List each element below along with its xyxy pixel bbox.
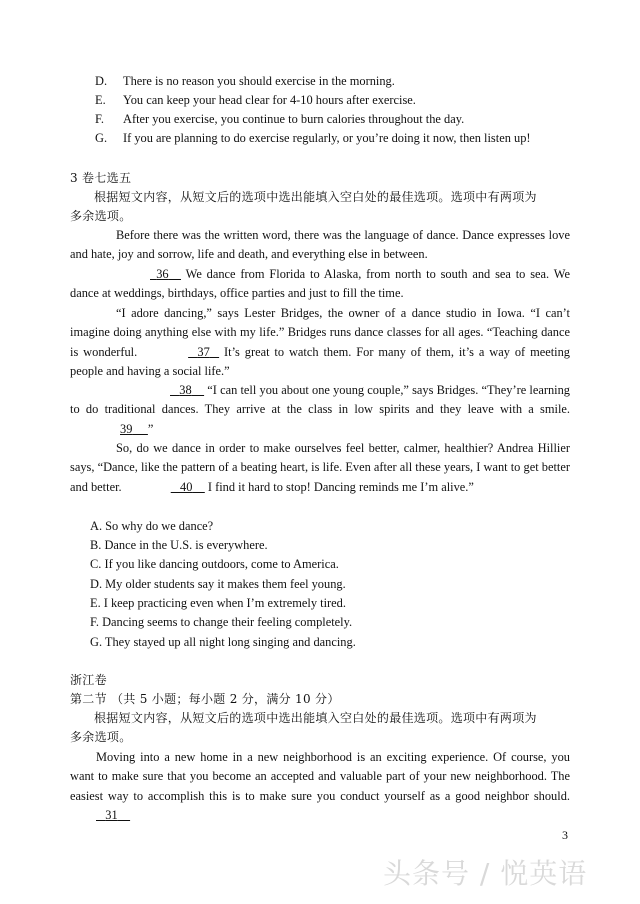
paragraph-text: “I adore dancing,” says Lester Bridges, the owner of a dance studio in Iowa. “I can’t imagine doing anything else with my life.” Bridges runs dance classes for all ages. “Teaching dance is wonderful. [70,306,570,359]
paragraph-text: We dance from Florida to Alaska, from north to south and sea to sea. We dance at weddings, birthdays, office parties and just to fill the time. [70,267,570,301]
blank-39: 39 [120,421,133,436]
section-heading: 浙江卷 [70,673,107,687]
answer-option: C. If you like dancing outdoors, come to America. [90,557,339,571]
instruction-text: 根据短文内容，从短文后的选项中选出能填入空白处的最佳选项。选项中有两项为 [94,190,537,204]
paragraph-text: “I can tell you about one young couple,” says Bridges. “They’re learning to do traditional dances. They arrive at the class in low spirits and they leave with a smile. [70,383,570,417]
option-letter: F. [95,112,104,126]
blank-38: 38 [179,383,192,397]
blank-36: 36 [156,267,169,281]
blank-31: 31 [105,808,118,823]
watermark: 头条号 / 悦英语 [383,857,588,890]
answer-option: A. So why do we dance? [90,519,214,533]
paragraph-text: So, do we dance in order to make ourselves feel better, calmer, healthier? Andrea Hillier says, “Dance, like the pattern of a beating heart, is life. Even after all these years, I want to get better and better. [70,441,570,494]
option-text: If you are planning to do exercise regularly, or you’re doing it now, then listen up! [123,131,531,145]
paragraph: 38 “I can tell you about one young couple,” says Bridges. “They’re learning to do traditional dances. They arrive at the class in low spirits and they leave with a smile. 39 ” [70,381,570,439]
option-text: After you exercise, you continue to burn calories throughout the day. [123,112,465,126]
instruction-text: 多余选项。 [70,209,132,223]
answer-option: E. I keep practicing even when I’m extremely tired. [90,596,346,610]
option-letter: D. [95,74,108,88]
paragraph-text: I find it hard to stop! Dancing reminds me I’m alive.” [204,479,474,494]
blank-40: 40 [180,479,193,494]
answer-option: B. Dance in the U.S. is everywhere. [90,538,268,552]
paragraph [70,265,570,304]
paragraph [70,439,570,497]
answer-option: D. My older students say it makes them feel young. [90,577,346,591]
section-heading: 3 卷七选五 [70,171,132,185]
paragraph [70,304,570,382]
option-text: You can keep your head clear for 4-10 hours after exercise. [123,93,416,107]
blank-37: 37 [197,344,210,359]
paragraph [70,748,570,826]
paragraph-text: Moving into a new home in a new neighborhood is an exciting experience. Of course, you want to make sure that you become an accepted and valuable part of your new neighborhood. The easiest way to accomplish this is to make sure you conduct yourself as a good neighbor should. [70,750,570,803]
option-letter: G. [95,131,108,145]
paragraph-text: It’s great to watch them. For many of them, it’s a way of meeting people and having a social life.” [70,344,570,379]
paragraph [70,226,570,265]
option-text: There is no reason you should exercise in the morning. [123,74,395,88]
paragraph-text: Before there was the written word, there was the language of dance. Dance expresses love and hate, joy and sorrow, life and death, and everything else in between. [70,228,570,262]
answer-option: G. They stayed up all night long singing and dancing. [90,635,356,649]
instruction-text: 根据短文内容，从短文后的选项中选出能填入空白处的最佳选项。选项中有两项为 [94,711,537,725]
option-letter: E. [95,93,106,107]
answer-option: F. Dancing seems to change their feeling completely. [90,615,353,629]
page-number: 3 [562,828,568,842]
instruction-text: 多余选项。 [70,730,132,744]
section-subheading: 第二节 （共 5 小题；每小题 2 分，满分 10 分） [70,692,340,706]
